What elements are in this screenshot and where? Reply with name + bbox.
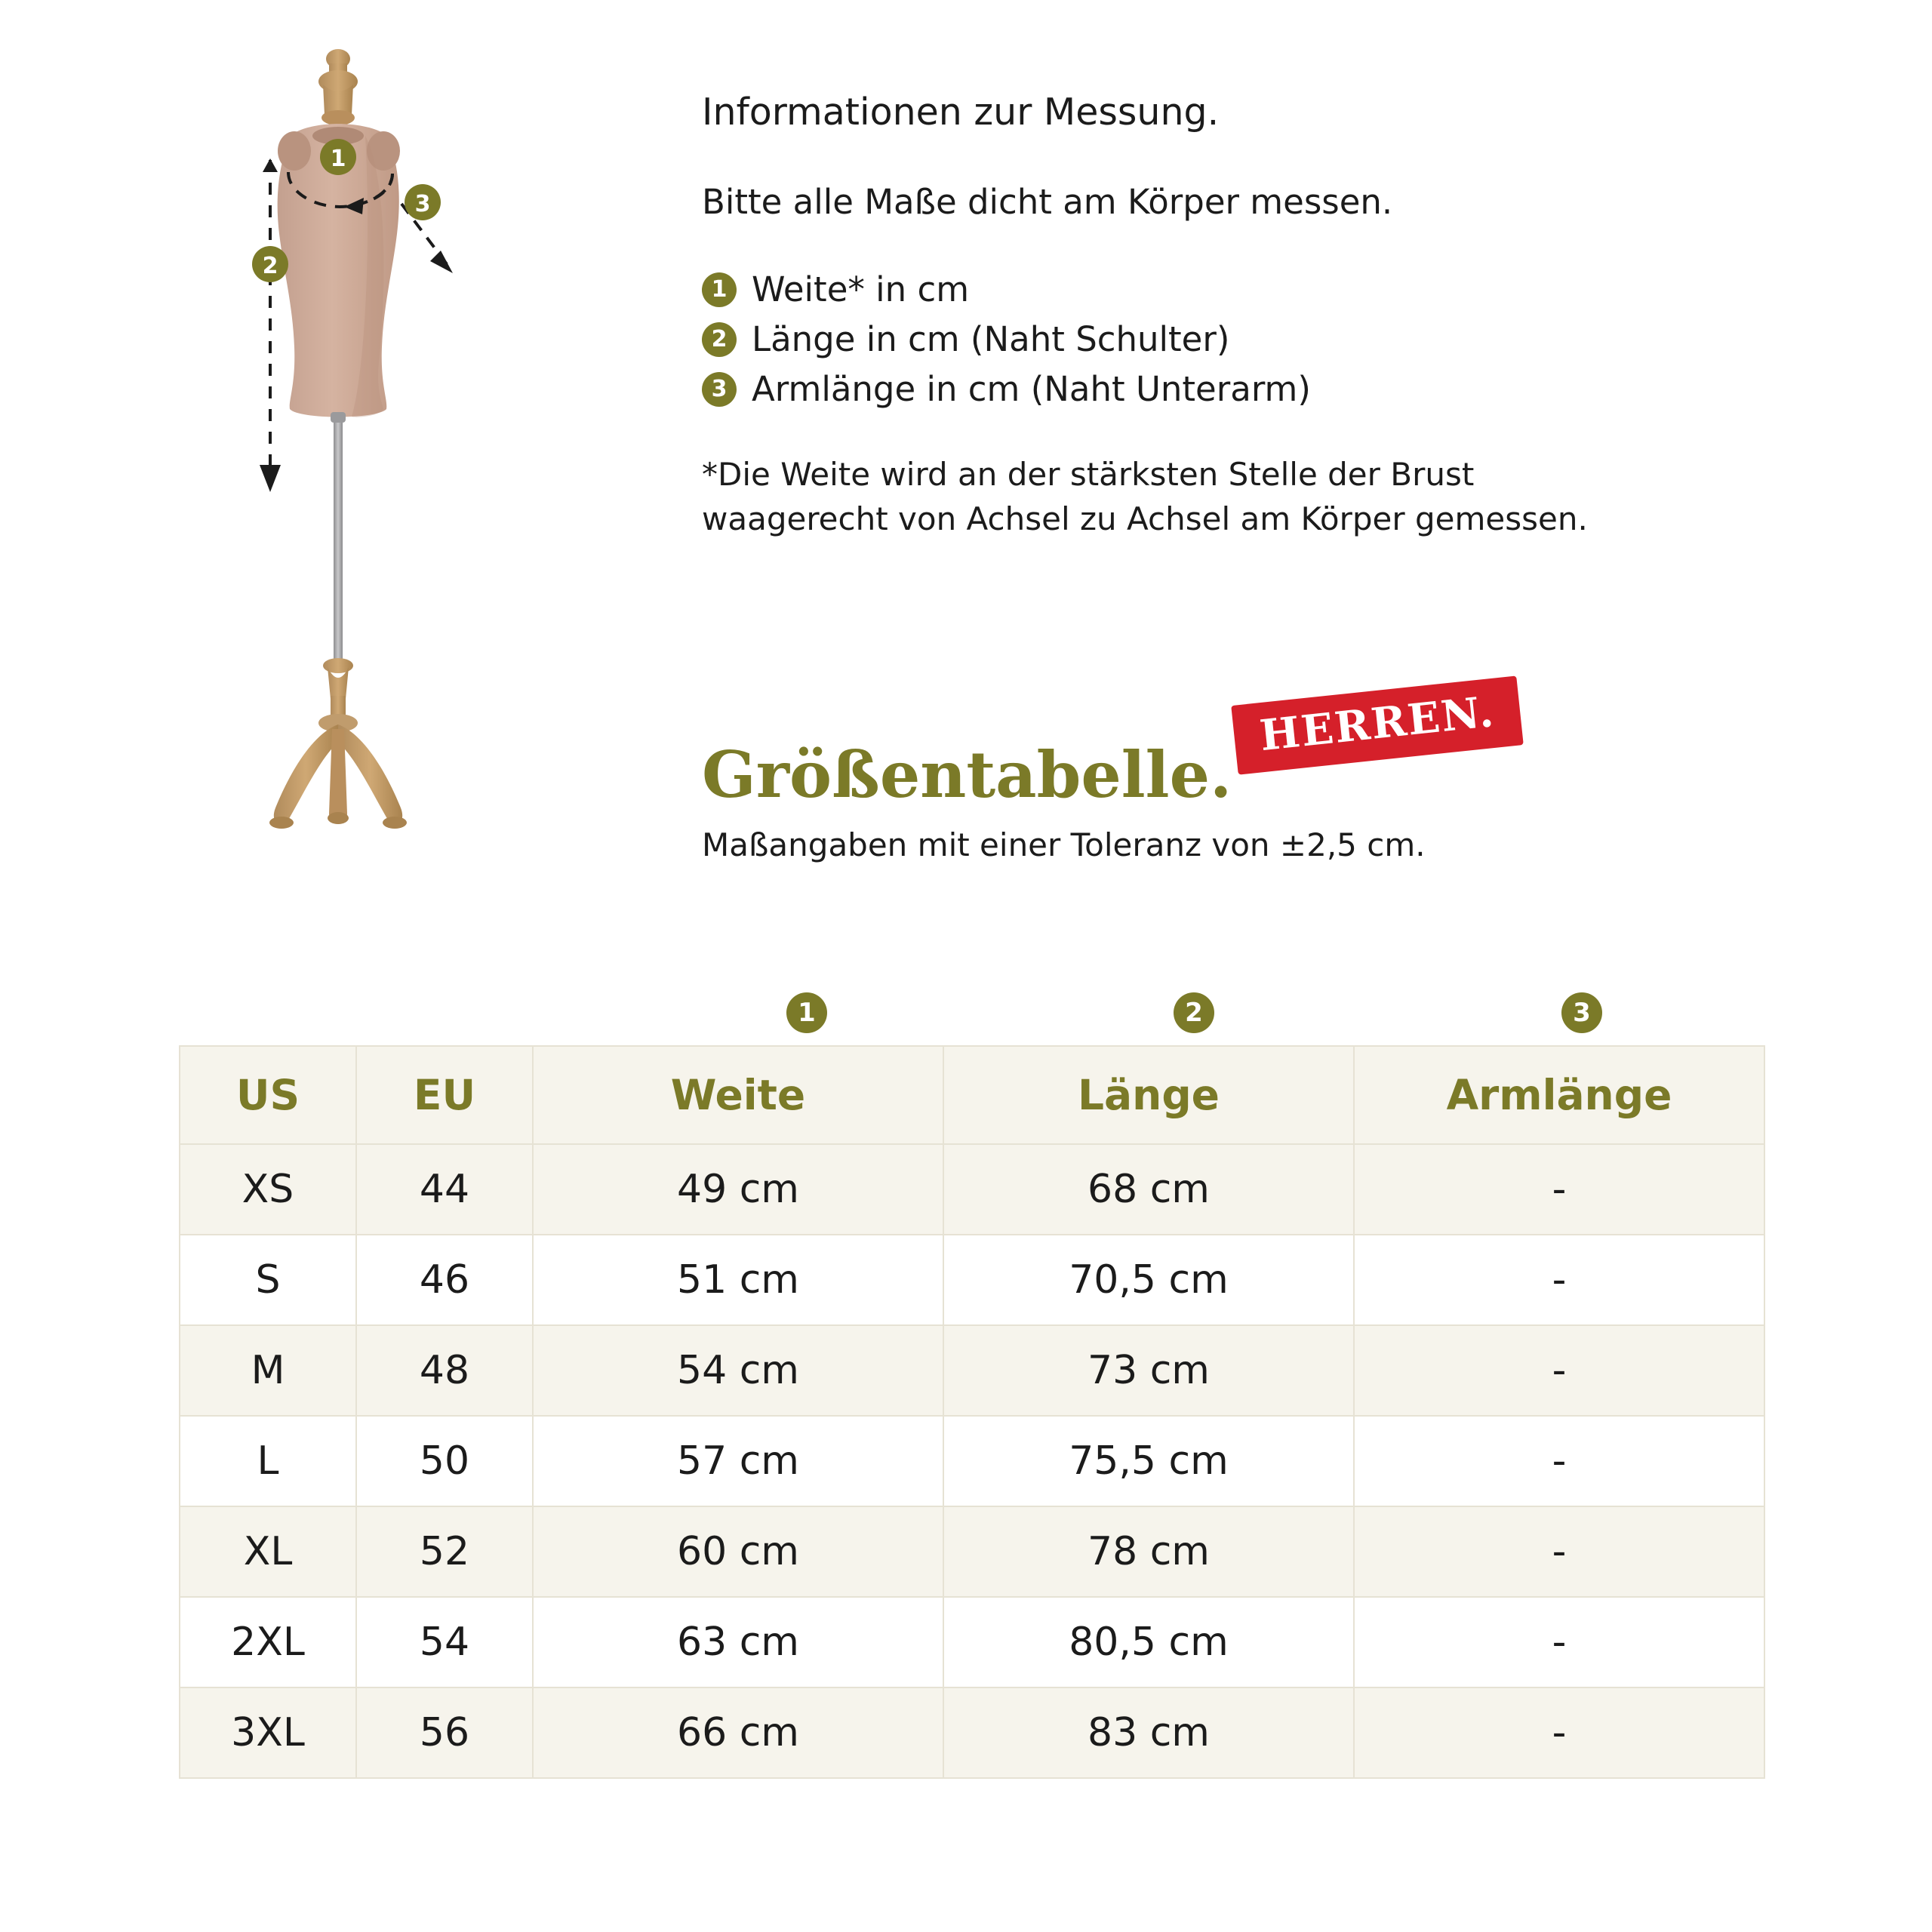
cell-us: 2XL (180, 1597, 356, 1687)
size-table-heading-area (702, 686, 1758, 864)
cell-laenge: 70,5 cm (943, 1235, 1354, 1325)
tolerance-note: Maßangaben mit einer Toleranz von ±2,5 cm. (702, 826, 1426, 863)
cell-weite: 57 cm (533, 1416, 943, 1506)
header-weite: Weite (533, 1046, 943, 1144)
table-row (180, 1144, 1764, 1235)
measurement-footnote (702, 452, 1728, 542)
cell-armlaenge: - (1354, 1687, 1764, 1778)
info-title: Informationen zur Messung. (702, 91, 1220, 134)
mannequin-svg (204, 45, 672, 974)
cell-armlaenge: - (1354, 1325, 1764, 1416)
mannequin-base (269, 658, 407, 829)
cell-eu: 48 (356, 1325, 533, 1416)
header-eu: EU (356, 1046, 533, 1144)
cell-us: XL (180, 1506, 356, 1597)
cell-weite: 63 cm (533, 1597, 943, 1687)
cell-laenge: 83 cm (943, 1687, 1354, 1778)
cell-us: 3XL (180, 1687, 356, 1778)
footnote-line-2: waagerecht von Achsel zu Achsel am Körper gemessen. (702, 500, 1588, 538)
marker-1 (320, 139, 356, 175)
size-table-title: Größentabelle. (702, 737, 1232, 812)
column-badge-3-icon: 3 (1561, 992, 1602, 1033)
table-row (180, 1506, 1764, 1597)
mannequin-finial (318, 49, 358, 125)
cell-us: M (180, 1325, 356, 1416)
column-badge-2-icon: 2 (1174, 992, 1214, 1033)
cell-eu: 56 (356, 1687, 533, 1778)
cell-us: XS (180, 1144, 356, 1235)
cell-laenge: 80,5 cm (943, 1597, 1354, 1687)
legend-badge-1-icon: 1 (702, 272, 737, 307)
mannequin-pole (331, 412, 346, 663)
legend-label-2: Länge in cm (Naht Schulter) (752, 318, 1230, 359)
measurement-legend (702, 269, 1728, 410)
size-table (179, 1045, 1765, 1779)
cell-us: S (180, 1235, 356, 1325)
cell-weite: 49 cm (533, 1144, 943, 1235)
cell-eu: 50 (356, 1416, 533, 1506)
table-header-row (180, 1046, 1764, 1144)
cell-laenge: 78 cm (943, 1506, 1354, 1597)
legend-label-1: Weite* in cm (752, 269, 970, 309)
cell-armlaenge: - (1354, 1144, 1764, 1235)
herren-stamp-badge: HERREN. (1231, 675, 1524, 774)
cell-weite: 60 cm (533, 1506, 943, 1597)
marker-2-label: 2 (262, 253, 278, 279)
cell-weite: 51 cm (533, 1235, 943, 1325)
marker-2 (252, 246, 288, 282)
legend-badge-3-icon: 3 (702, 372, 737, 407)
legend-item-2 (702, 319, 1728, 360)
column-badges (179, 992, 1756, 1045)
cell-armlaenge: - (1354, 1506, 1764, 1597)
legend-item-1 (702, 269, 1728, 310)
size-table-wrap (179, 992, 1756, 1779)
cell-weite: 54 cm (533, 1325, 943, 1416)
legend-badge-2-icon: 2 (702, 322, 737, 357)
measurement-info-block (702, 91, 1728, 542)
header-laenge: Länge (943, 1046, 1354, 1144)
table-row (180, 1597, 1764, 1687)
cell-eu: 46 (356, 1235, 533, 1325)
cell-laenge: 73 cm (943, 1325, 1354, 1416)
marker-3-label: 3 (414, 191, 431, 217)
cell-us: L (180, 1416, 356, 1506)
cell-laenge: 75,5 cm (943, 1416, 1354, 1506)
cell-armlaenge: - (1354, 1235, 1764, 1325)
column-badge-1-icon: 1 (786, 992, 827, 1033)
table-row (180, 1687, 1764, 1778)
table-row (180, 1235, 1764, 1325)
cell-armlaenge: - (1354, 1416, 1764, 1506)
cell-laenge: 68 cm (943, 1144, 1354, 1235)
cell-eu: 52 (356, 1506, 533, 1597)
cell-armlaenge: - (1354, 1597, 1764, 1687)
legend-label-3: Armlänge in cm (Naht Unterarm) (752, 368, 1311, 409)
marker-3 (405, 184, 441, 220)
footnote-line-1: *Die Weite wird an der stärksten Stelle der Brust (702, 455, 1475, 493)
header-us: US (180, 1046, 356, 1144)
marker-1-label: 1 (330, 146, 346, 172)
legend-item-3 (702, 369, 1728, 410)
table-row (180, 1325, 1764, 1416)
table-row (180, 1416, 1764, 1506)
cell-eu: 44 (356, 1144, 533, 1235)
header-armlaenge: Armlänge (1354, 1046, 1764, 1144)
cell-weite: 66 cm (533, 1687, 943, 1778)
mannequin-illustration (204, 45, 672, 974)
info-subtitle: Bitte alle Maße dicht am Körper messen. (702, 181, 1393, 222)
cell-eu: 54 (356, 1597, 533, 1687)
